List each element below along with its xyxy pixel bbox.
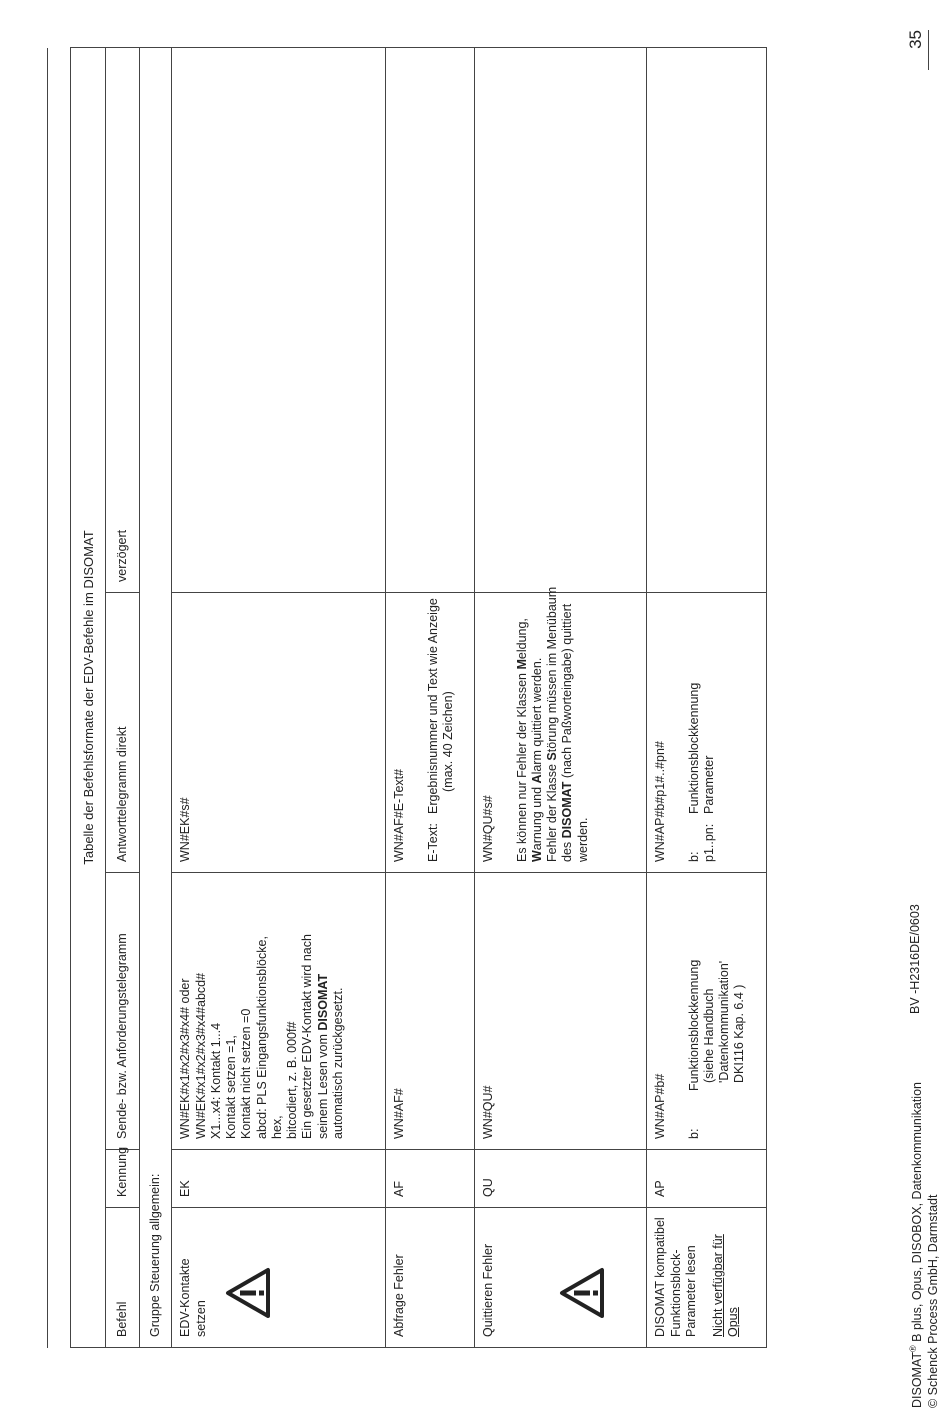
antwort-line: WN#QU#s#	[481, 795, 496, 862]
page-number: 35	[906, 30, 929, 70]
verzoegert-cell	[475, 47, 647, 592]
antwort-cell	[386, 593, 475, 873]
antwort-definition	[687, 601, 702, 862]
availability-note: Opus	[726, 1307, 741, 1337]
definition-key: b:	[686, 851, 701, 862]
kennung-cell: EK	[172, 1150, 386, 1208]
sende-cell: WN#AF#	[386, 873, 475, 1150]
definition-text: 'Datenkommunikation'	[717, 960, 732, 1083]
sende-definition	[687, 881, 748, 1139]
definition-text: Ergebnisnummer und Text wie Anzeige	[425, 598, 440, 814]
sende-line: WN#AP#b#	[653, 1073, 668, 1139]
note-text: Es können nur Fehler der Klassen	[514, 669, 529, 862]
antwort-definition	[702, 601, 717, 862]
note-text: (nach Paßworteingabe) quittiert	[560, 603, 575, 782]
definition-value	[687, 960, 748, 1091]
sende-line: abcd: PLS Eingangsfunktionsblöcke,	[254, 936, 269, 1139]
footer-line-1	[908, 108, 926, 1408]
note-line	[560, 601, 575, 862]
copyright: © Schenck Process GmbH, Darmstadt	[925, 1194, 940, 1408]
befehl-text: Funktionsblock-	[668, 1249, 683, 1337]
sende-line: automatisch zurückgesetzt.	[330, 987, 345, 1139]
kennung-cell: AF	[386, 1150, 475, 1208]
befehl-text: DISOMAT kompatibel	[653, 1217, 668, 1337]
note-text: larm quittiert werden.	[529, 657, 544, 775]
sende-line: Ein gesetzter EDV-Kontakt wird nach	[300, 934, 315, 1139]
sende-line: WN#EK#x1#x2#x3#x4#abcd#	[193, 972, 208, 1139]
antwort-cell	[475, 586, 647, 873]
table-row	[172, 47, 386, 1347]
befehl-cell	[172, 1208, 386, 1348]
definition-key: E-Text:	[425, 823, 440, 862]
command-format-table	[70, 47, 767, 1348]
note-line	[545, 586, 560, 862]
note-text: Fehler der Klasse	[545, 760, 560, 862]
sende-line: WN#EK#x1#x2#x3#x4# oder	[178, 978, 193, 1139]
befehl-text: setzen	[193, 1300, 208, 1337]
warning-icon	[559, 1267, 605, 1319]
definition-text: DKI116 Kap. 6.4 )	[732, 984, 747, 1083]
group-label: Gruppe Steuerung allgemein:	[140, 47, 172, 1347]
note-bold: DISOMAT	[560, 781, 575, 839]
table-row	[475, 47, 647, 1347]
table-row	[647, 47, 767, 1347]
note-text: eldung,	[514, 618, 529, 660]
sende-cell: WN#QU#	[475, 873, 647, 1150]
header-verzoegert: verzögert	[105, 47, 139, 592]
table-row	[386, 47, 475, 1347]
note-bold: S	[545, 752, 560, 761]
disomat-bold: DISOMAT	[315, 973, 330, 1031]
befehl-cell	[647, 1208, 767, 1348]
table-caption-row	[71, 47, 106, 1347]
definition-text: (max. 40 Zeichen)	[440, 691, 455, 792]
note-line: werden.	[575, 817, 590, 862]
registered-mark: ®	[908, 1345, 918, 1352]
verzoegert-cell	[386, 47, 475, 592]
product-line	[908, 1082, 926, 1408]
antwort-cell	[647, 593, 767, 873]
befehl-text: EDV-Kontakte	[178, 1258, 193, 1337]
definition-key: p1..pn:	[701, 823, 716, 862]
definition-value	[426, 598, 457, 814]
definition-value: Parameter	[701, 755, 716, 814]
note-text: arnung und	[529, 783, 544, 851]
definition-text: (siehe Handbuch	[701, 988, 716, 1083]
group-row	[140, 47, 172, 1347]
verzoegert-cell	[172, 47, 386, 592]
table-caption: Tabelle der Befehlsformate der EDV-Befehle im DISOMAT	[71, 47, 106, 1347]
befehl-text: Quittieren Fehler	[481, 1243, 496, 1337]
sende-line: hex,	[269, 1115, 284, 1139]
kennung-cell: QU	[475, 1150, 647, 1208]
note-bold: A	[529, 774, 544, 784]
sende-line: Kontakt nicht setzen =0	[239, 1008, 254, 1139]
left-margin-line	[47, 48, 48, 1348]
befehl-text: Parameter lesen	[683, 1245, 698, 1337]
sende-cell	[647, 873, 767, 1150]
rotated-page-content	[70, 48, 770, 1348]
definition-key: b:	[686, 1128, 701, 1139]
antwort-line: WN#AP#b#p1#..#pn#	[653, 741, 668, 862]
footer-line-2	[926, 108, 942, 1408]
sende-line: X1...x4: Kontakt 1...4	[208, 1022, 223, 1139]
note-bold: W	[529, 850, 544, 862]
kennung-cell: AP	[647, 1150, 767, 1208]
note-bold: M	[514, 659, 529, 670]
sende-line: Kontakt setzen =1,	[224, 1035, 239, 1139]
sende-text: seinem Lesen vom	[315, 1030, 330, 1139]
note-text: törung müssen im Menübaum	[545, 586, 560, 753]
header-sende: Sende- bzw. Anforderungstelegramm	[105, 873, 139, 1150]
warning-icon	[225, 1267, 271, 1319]
antwort-note	[514, 586, 591, 862]
page-footer	[908, 108, 941, 1408]
sende-line	[316, 881, 331, 1139]
doc-number: BV -H2316DE/0603	[908, 904, 922, 1015]
product-list: B plus, Opus, DISOBOX, Datenkommunikation	[910, 1082, 925, 1346]
definition-text: Funktionsblockkennung	[686, 959, 701, 1091]
header-antwort-direkt: Antworttelegramm direkt	[105, 593, 139, 873]
sende-line: bitcodiert, z. B. 000f#	[285, 1021, 300, 1139]
header-kennung: Kennung	[105, 1150, 139, 1208]
note-line	[530, 601, 545, 862]
availability-note: Nicht verfügbar für	[711, 1234, 726, 1337]
befehl-cell: Abfrage Fehler	[386, 1208, 475, 1348]
note-line	[515, 601, 530, 862]
verzoegert-cell	[647, 47, 767, 592]
antwort-cell: WN#EK#s#	[172, 593, 386, 873]
sende-cell	[172, 873, 386, 1150]
antwort-definition	[425, 598, 457, 862]
befehl-cell	[475, 1208, 647, 1348]
product-name: DISOMAT	[910, 1351, 925, 1408]
definition-value: Funktionsblockkennung	[686, 682, 701, 814]
note-text: des	[560, 838, 575, 862]
antwort-line: WN#AF#E-Text#	[392, 768, 407, 862]
header-befehl: Befehl	[105, 1208, 139, 1348]
table-header-row	[105, 47, 139, 1347]
